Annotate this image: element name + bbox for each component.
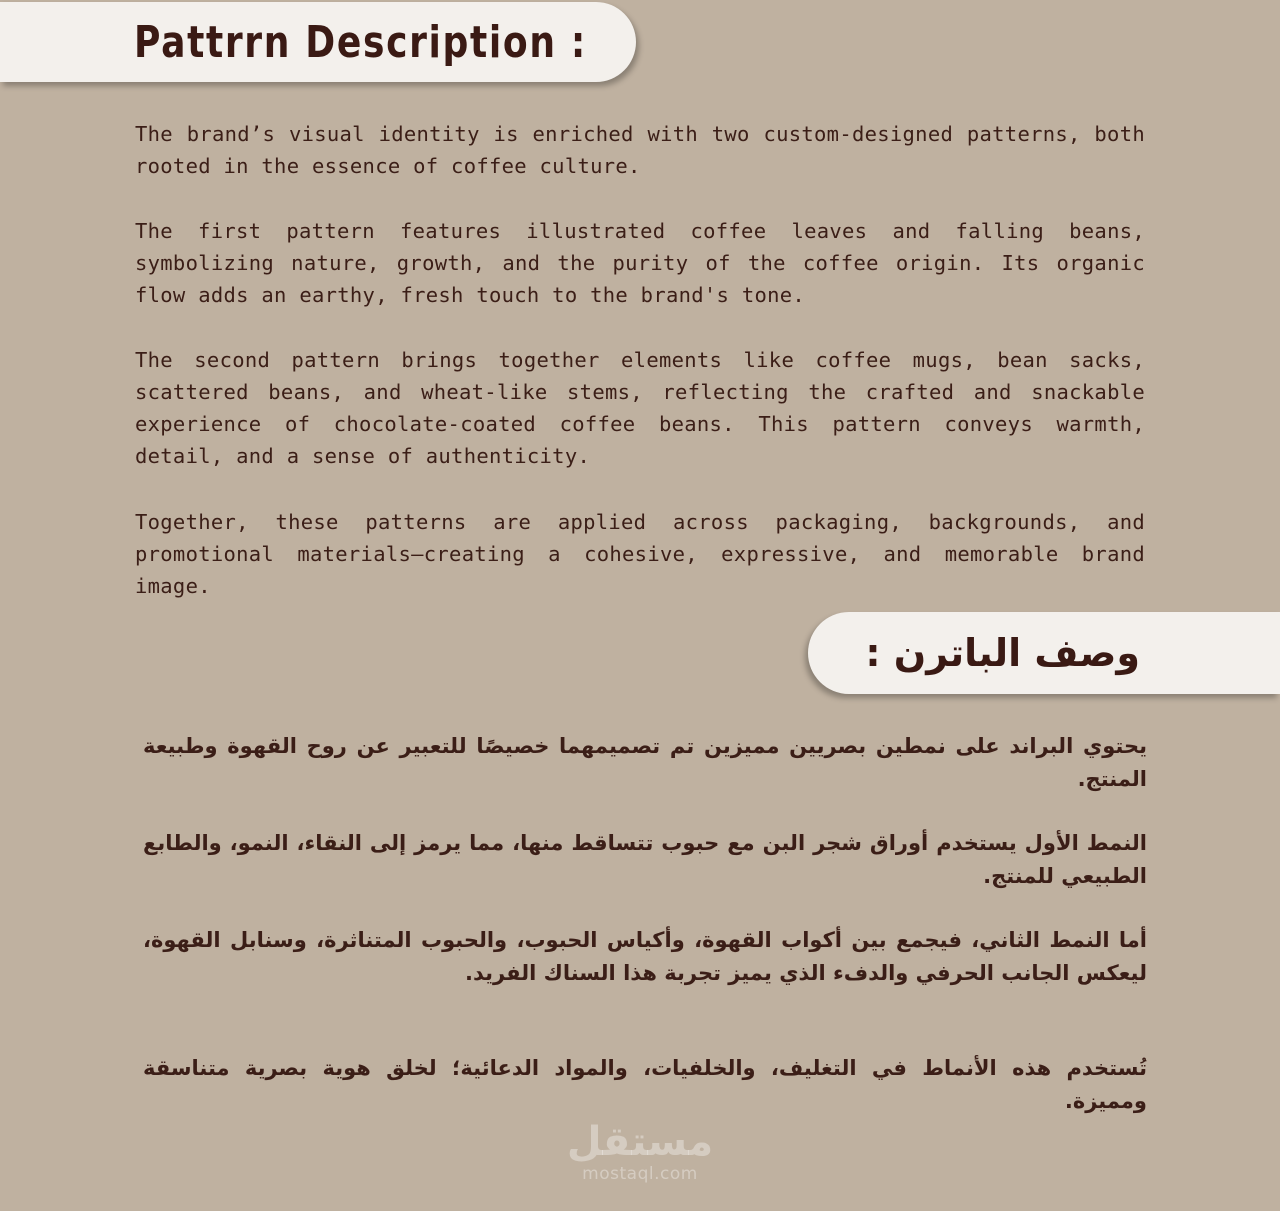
english-paragraph-intro: The brand’s visual identity is enriched with two custom-designed patterns, both rooted in the essence of coffee culture. [135, 122, 1145, 178]
arabic-paragraph-intro: يحتوي البراند على نمطين بصريين مميزين تم تصميمهما خصيصًا للتعبير عن روح القهوة وطبيعة المنتج. [143, 734, 1147, 791]
watermark-arabic-text: مستقل [566, 1119, 714, 1165]
arabic-paragraph-second-pattern: أما النمط الثاني، فيجمع بين أكواب القهوة، وأكياس الحبوب، والحبوب المتناثرة، وسنابل القهوة، ليعكس الجانب الحرفي والدفء الذي يميز تجربة هذا السناك الفريد. [143, 928, 1147, 985]
arabic-section-title: وصف الباترن : [865, 631, 1140, 675]
arabic-paragraph-first-pattern: النمط الأول يستخدم أوراق شجر البن مع حبوب تتساقط منها، مما يرمز إلى النقاء، النمو، والطابع الطبيعي للمنتج. [143, 831, 1147, 888]
english-title-banner [0, 2, 636, 82]
english-paragraph-first-pattern: The first pattern features illustrated coffee leaves and falling beans, symbolizing nature, growth, and the purity of the coffee origin. Its organic flow adds an earthy, fresh touch to the brand's tone. [135, 219, 1145, 307]
arabic-paragraph-summary: تُستخدم هذه الأنماط في التغليف، والخلفيات، والمواد الدعائية؛ لخلق هوية بصرية متناسقة ومميزة. [143, 1056, 1147, 1113]
english-paragraph-second-pattern: The second pattern brings together elements like coffee mugs, bean sacks, scattered beans, and wheat-like stems, reflecting the crafted and snackable experience of chocolate-coated coffee beans. This pattern conveys warmth, detail, and a sense of authenticity. [135, 348, 1145, 468]
mostaql-watermark [555, 1120, 725, 1184]
english-section-title: Pattrrn Description : [134, 16, 587, 68]
english-paragraph-summary: Together, these patterns are applied across packaging, backgrounds, and promotional materials—creating a cohesive, expressive, and memorable brand image. [135, 510, 1145, 598]
watermark-latin-text: mostaql.com [582, 1164, 698, 1184]
arabic-title-banner [808, 612, 1280, 694]
